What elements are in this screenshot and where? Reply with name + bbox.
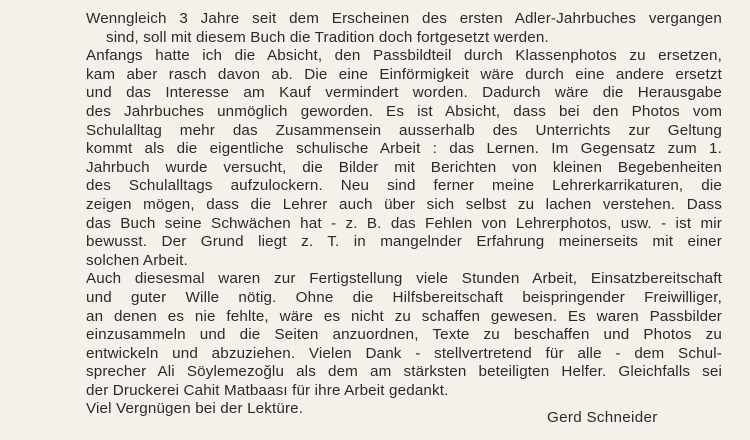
- text-line: Wenngleich 3 Jahre seit dem Erscheinen des ersten Adler-Jahrbuches vergangen: [86, 10, 722, 27]
- text-line: und das Interesse am Kauf vermindert worden. Dadurch wäre die Herausgabe: [86, 84, 722, 102]
- text-line: entwickeln und abzuziehen. Vielen Dank - stellvertretend für alle - dem Schul-: [86, 344, 722, 362]
- text-line: und guter Wille nötig. Ohne die Hilfsbereitschaft beispringender Freiwilliger,: [86, 288, 722, 306]
- text-line: der Druckerei Cahit Matbaası für ihre Arbeit gedankt.: [86, 381, 449, 399]
- text-line: sprecher Ali Söylemezoğlu als dem am stärksten beteiligten Helfer. Gleichfalls sei: [86, 363, 722, 381]
- text-line: solchen Arbeit.: [86, 251, 188, 269]
- text-line: kam aber rasch davon ab. Die eine Einförmigkeit wäre durch eine andere ersetzt: [86, 65, 722, 83]
- text-line: sind, soll mit diesem Buch die Tradition doch fortgesetzt werden.: [106, 28, 549, 46]
- text-line: bewusst. Der Grund liegt z. T. in mangelnder Erfahrung meinerseits mit einer: [86, 233, 722, 251]
- preface-text: [86, 10, 722, 419]
- text-line: Auch diesesmal waren zur Fertigstellung viele Stunden Arbeit, Einsatzbereitschaft: [86, 270, 722, 288]
- text-line: des Schulalltags aufzulockern. Neu sind ferner meine Lehrerkarrikaturen, die: [86, 177, 722, 195]
- author-signature: Gerd Schneider: [547, 409, 658, 426]
- text-line: des Jahrbuches unmöglich geworden. Es ist Absicht, dass bei den Photos vom: [86, 102, 722, 120]
- text-line: an denen es nie fehlte, wäre es nicht zu schaffen gewesen. Es waren Passbilder: [86, 307, 722, 325]
- text-line: Schulalltag mehr das Zusammensein ausserhalb des Unterrichts zur Geltung: [86, 121, 722, 139]
- text-line: Viel Vergnügen bei der Lektüre.: [86, 400, 304, 418]
- text-line: Jahrbuch wurde versucht, die Bilder mit Berichten von kleinen Begebenheiten: [86, 158, 722, 176]
- text-line: zeigen mögen, dass die Lehrer auch über sich selbst zu lachen verstehen. Dass: [86, 195, 722, 213]
- text-line: das Buch seine Schwächen hat - z. B. das Fehlen von Lehrerphotos, usw. - ist mir: [86, 214, 722, 232]
- text-line: einzusammeln und die Seiten anzuordnen, Texte zu beschaffen und Photos zu: [86, 326, 722, 344]
- text-line: kommt als die eigentliche schulische Arbeit : das Lernen. Im Gegensatz zum 1.: [86, 140, 722, 158]
- text-line: Anfangs hatte ich die Absicht, den Passbildteil durch Klassenphotos zu ersetzen,: [86, 47, 722, 65]
